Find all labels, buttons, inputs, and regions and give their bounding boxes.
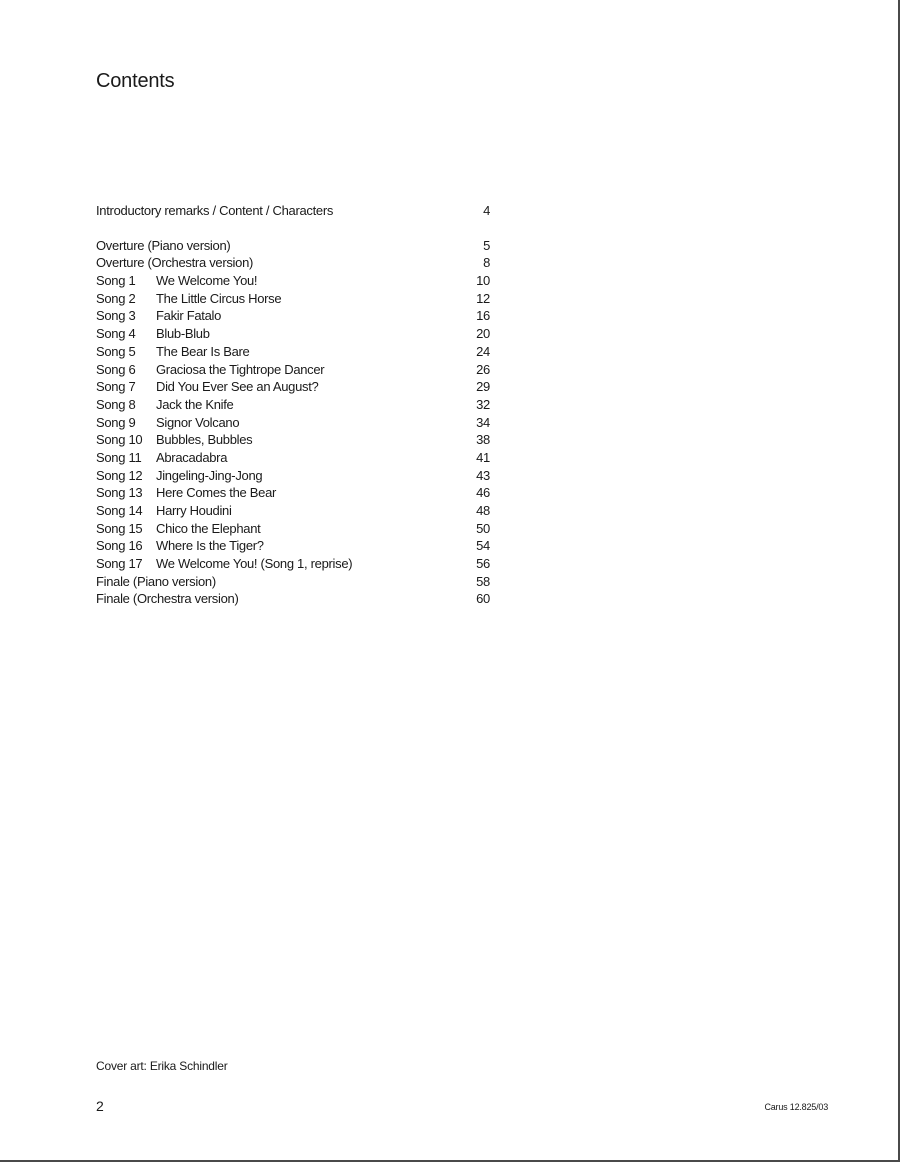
toc-song-title: Bubbles, Bubbles — [156, 432, 253, 448]
toc-page-number: 16 — [476, 308, 490, 324]
toc-song-title: We Welcome You! — [156, 273, 258, 289]
toc-page-number: 29 — [476, 379, 490, 395]
toc-label: Song 11 — [96, 449, 142, 465]
toc-label: Song 7 — [96, 379, 136, 395]
toc-label: Song 6 — [96, 361, 136, 377]
toc-label: Song 15 — [96, 520, 143, 536]
toc-label: Song 3 — [96, 308, 136, 324]
toc-page-number: 5 — [483, 237, 490, 253]
toc-label: Finale (Orchestra version) — [96, 591, 239, 607]
toc-song-title: Where Is the Tiger? — [156, 538, 264, 554]
toc-song-title: Blub-Blub — [156, 326, 210, 342]
toc-page-number: 48 — [476, 503, 490, 518]
toc-song-title: Signor Volcano — [156, 414, 240, 430]
toc-row — [96, 414, 490, 432]
toc-song-title: Jingeling-Jing-Jong — [156, 467, 263, 483]
toc-song-title: The Little Circus Horse — [156, 290, 282, 306]
toc-label: Overture (Orchestra version) — [96, 255, 254, 271]
toc-label: Overture (Piano version) — [96, 237, 231, 253]
toc-row — [96, 325, 490, 343]
toc-label: Song 10 — [96, 432, 143, 448]
toc-page-number: 54 — [476, 538, 490, 554]
toc-page-number: 38 — [476, 432, 490, 448]
toc-song-title: Fakir Fatalo — [156, 308, 222, 324]
toc-page-number: 50 — [476, 520, 490, 536]
toc-row — [96, 520, 490, 538]
toc-row — [96, 290, 490, 308]
toc-row — [96, 343, 490, 361]
toc-label: Introductory remarks / Content / Characters — [96, 203, 334, 218]
toc-label: Song 4 — [96, 326, 136, 342]
toc-row — [96, 378, 490, 396]
toc-label: Song 16 — [96, 538, 143, 554]
toc-song-title: Harry Houdini — [156, 503, 232, 518]
toc-label: Song 8 — [96, 396, 136, 412]
toc-row — [96, 396, 490, 414]
toc-page-number: 46 — [476, 485, 490, 501]
toc-page-number: 8 — [483, 255, 490, 271]
toc-label: Song 12 — [96, 467, 143, 483]
table-of-contents — [96, 202, 490, 608]
toc-row — [96, 449, 490, 467]
toc-page-number: 32 — [476, 396, 490, 412]
toc-page-number: 24 — [476, 343, 490, 359]
toc-label: Song 13 — [96, 485, 143, 501]
toc-page-number: 20 — [476, 326, 490, 342]
toc-label: Song 5 — [96, 343, 136, 359]
toc-entries — [96, 237, 490, 608]
toc-song-title: Did You Ever See an August? — [156, 379, 319, 395]
toc-label: Song 2 — [96, 290, 136, 306]
toc-label: Song 1 — [96, 273, 136, 289]
toc-row — [96, 361, 490, 379]
toc-row — [96, 431, 490, 449]
toc-page-number: 26 — [476, 361, 490, 377]
toc-label: Song 17 — [96, 556, 143, 572]
page-number: 2 — [96, 1098, 104, 1114]
toc-song-title: Chico the Elephant — [156, 520, 261, 536]
toc-label: Finale (Piano version) — [96, 573, 216, 589]
toc-row — [96, 237, 490, 255]
catalog-number: Carus 12.825/03 — [764, 1102, 828, 1112]
toc-page-number: 58 — [476, 573, 490, 589]
toc-row — [96, 467, 490, 485]
toc-row — [96, 573, 490, 591]
toc-row — [96, 307, 490, 325]
toc-page-number: 34 — [476, 414, 490, 430]
toc-page-number: 56 — [476, 556, 490, 572]
toc-page-number: 10 — [476, 273, 490, 289]
toc-song-title: Abracadabra — [156, 449, 228, 465]
toc-page-number: 43 — [476, 467, 490, 483]
toc-row — [96, 484, 490, 502]
toc-label: Song 9 — [96, 414, 136, 430]
toc-song-title: Graciosa the Tightrope Dancer — [156, 361, 325, 377]
toc-row — [96, 272, 490, 290]
toc-page-number: 41 — [476, 449, 490, 465]
toc-song-title: We Welcome You! (Song 1, reprise) — [156, 556, 353, 572]
toc-page-number: 4 — [483, 203, 490, 218]
toc-row — [96, 254, 490, 272]
toc-page-number: 60 — [476, 591, 490, 607]
toc-row — [96, 590, 490, 608]
toc-row — [96, 537, 490, 555]
page-title: Contents — [96, 70, 175, 92]
toc-song-title: Here Comes the Bear — [156, 485, 277, 501]
toc-page-number: 12 — [476, 290, 490, 306]
cover-art-credit: Cover art: Erika Schindler — [96, 1059, 228, 1073]
toc-row-intro — [96, 202, 490, 220]
toc-song-title: Jack the Knife — [156, 396, 234, 412]
toc-song-title: The Bear Is Bare — [156, 343, 250, 359]
toc-row — [96, 555, 490, 573]
toc-label: Song 14 — [96, 503, 143, 518]
toc-row — [96, 502, 490, 520]
